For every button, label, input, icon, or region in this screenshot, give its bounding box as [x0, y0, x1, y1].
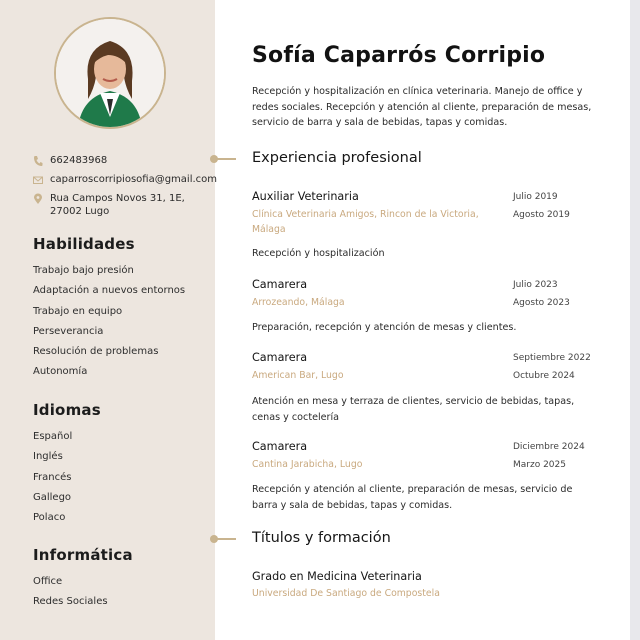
job-start-date: Julio 2023: [513, 280, 558, 290]
timeline-connector: [216, 158, 236, 160]
languages-section: [33, 401, 208, 532]
skill-item: Perseverancia: [33, 325, 104, 337]
computing-section: [33, 546, 208, 617]
mail-icon: [33, 174, 43, 186]
languages-title: Idiomas: [33, 401, 101, 419]
job-company: American Bar, Lugo: [252, 370, 344, 381]
job-end-date: Octubre 2024: [513, 371, 575, 381]
job-dates: [513, 349, 598, 385]
job-end-date: Agosto 2019: [513, 210, 570, 220]
job-end-date: Agosto 2023: [513, 298, 570, 308]
job-dates: [513, 438, 598, 474]
language-item: Polaco: [33, 512, 66, 524]
education-title: Títulos y formación: [252, 530, 391, 546]
postal-address: Rua Campos Novos 31, 1E, 27002 Lugo: [50, 193, 185, 217]
contact-info: [33, 154, 218, 224]
school-name: Universidad De Santiago de Compostela: [252, 588, 440, 599]
phone-icon: [33, 155, 43, 167]
education-entry: [252, 570, 592, 601]
language-item: Francés: [33, 471, 72, 483]
contact-email: [33, 173, 218, 186]
email-address: caparroscorripiosofia@gmail.com: [50, 174, 218, 185]
job-start-date: Diciembre 2024: [513, 442, 585, 452]
job-dates: [513, 188, 598, 224]
degree-title: Grado en Medicina Veterinaria: [252, 570, 422, 583]
job-end-date: Marzo 2025: [513, 460, 566, 470]
contact-address: [33, 192, 213, 218]
computing-item: Redes Sociales: [33, 596, 108, 608]
language-item: Español: [33, 431, 73, 442]
skill-item: Resolución de problemas: [33, 346, 159, 358]
page-edge: [630, 0, 640, 640]
skill-item: Trabajo en equipo: [33, 305, 123, 317]
language-item: Inglés: [33, 451, 63, 463]
avatar: [56, 19, 164, 127]
skill-item: Trabajo bajo presión: [33, 265, 134, 276]
job-entry: [252, 440, 592, 513]
job-title: Camarera: [252, 351, 308, 364]
job-entry: [252, 351, 592, 425]
skills-title: Habilidades: [33, 235, 135, 253]
job-title: Camarera: [252, 278, 308, 291]
sidebar: [0, 0, 218, 640]
job-start-date: Septiembre 2022: [513, 353, 591, 363]
job-description: Recepción y atención al cliente, preparación de mesas, servicio de barra y sala de bebidas, tapas y comidas.: [252, 484, 573, 511]
job-description: Atención en mesa y terraza de clientes, servicio de bebidas, tapas, cenas y coctelería: [252, 396, 575, 423]
job-dates: [513, 276, 598, 312]
job-title: Auxiliar Veterinaria: [252, 190, 359, 203]
timeline-connector: [216, 538, 236, 540]
skill-item: Adaptación a nuevos entornos: [33, 285, 186, 297]
job-start-date: Julio 2019: [513, 192, 558, 202]
job-company: Arrozeando, Málaga: [252, 297, 345, 308]
skills-section: [33, 235, 208, 387]
job-company: Cantina Jarabicha, Lugo: [252, 459, 363, 470]
language-item: Gallego: [33, 491, 72, 503]
computing-item: Office: [33, 576, 63, 587]
profile-summary: Recepción y hospitalización en clínica veterinaria. Manejo de office y redes sociales. Recepción y atención al cliente, preparación de mesas, servicio de barra y sala de bebidas, tapas y comidas.: [252, 86, 592, 128]
job-entry: [252, 278, 592, 336]
contact-phone: [33, 154, 213, 167]
candidate-name: Sofía Caparrós Corripio: [252, 43, 546, 68]
job-entry: [252, 190, 592, 262]
profile-photo: [54, 17, 166, 129]
job-description: Preparación, recepción y atención de mesas y clientes.: [252, 322, 517, 333]
phone-number: 662483968: [50, 155, 108, 166]
location-pin-icon: [33, 193, 43, 205]
job-company: Clínica Veterinaria Amigos, Rincon de la Victoria, Málaga: [252, 209, 479, 235]
job-description: Recepción y hospitalización: [252, 248, 385, 259]
computing-title: Informática: [33, 546, 133, 564]
skill-item: Autonomía: [33, 366, 88, 378]
job-title: Camarera: [252, 440, 308, 453]
experience-title: Experiencia profesional: [252, 150, 422, 166]
